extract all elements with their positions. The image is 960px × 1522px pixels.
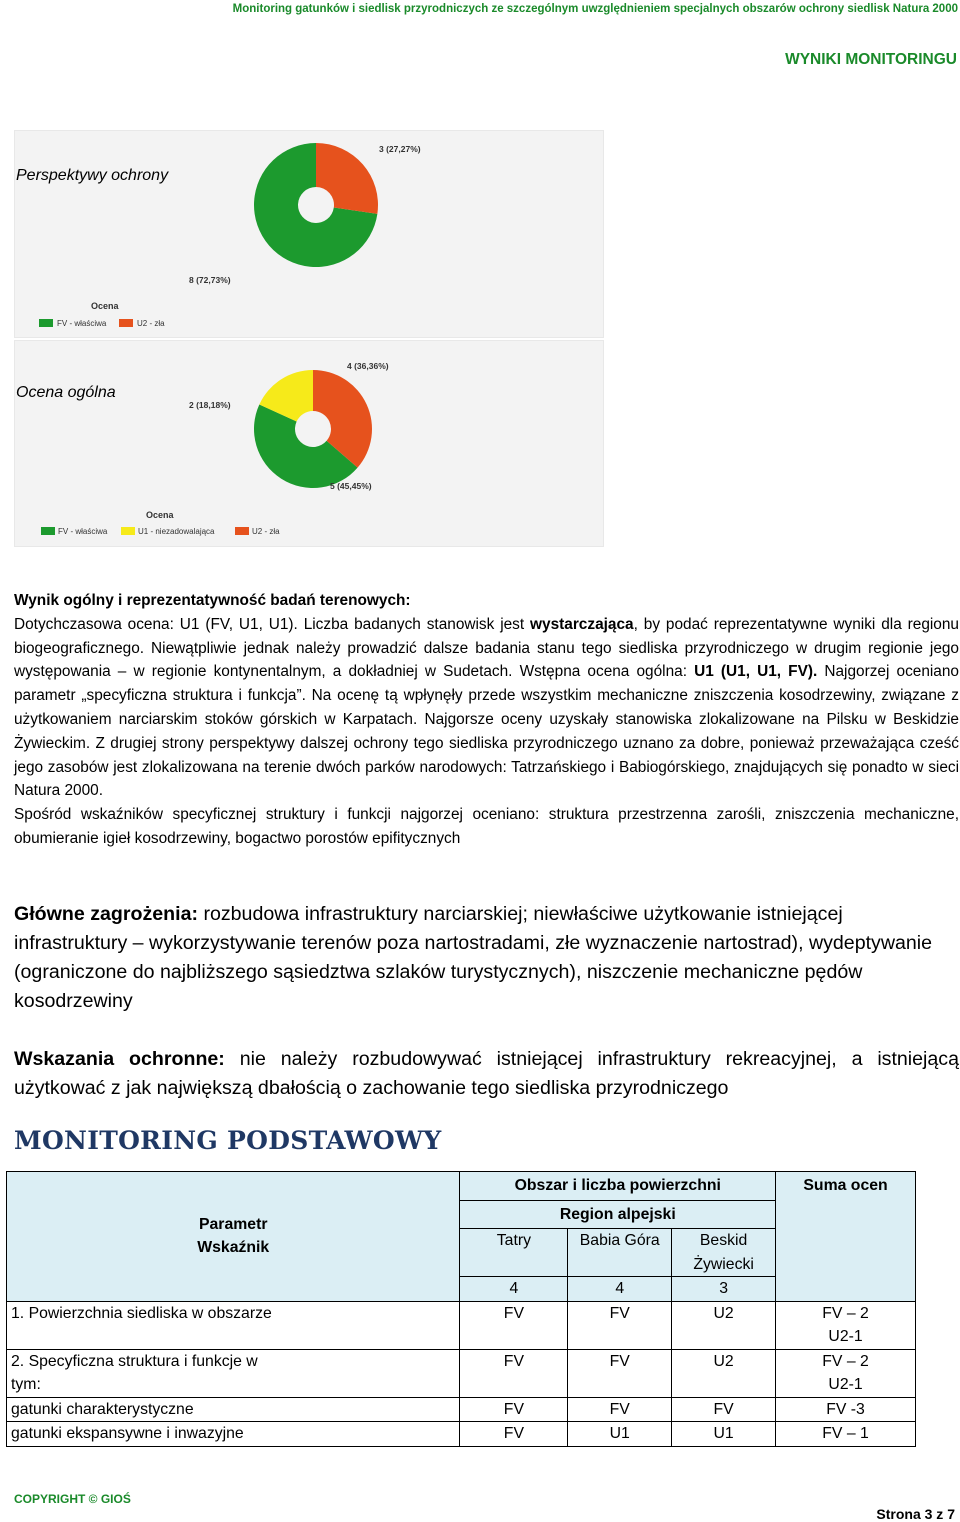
legend-label-u2: U2 - zła	[137, 319, 165, 328]
legend-swatch-u1	[121, 527, 135, 535]
table-row: gatunki charakterystyczne FV FV FV FV -3	[7, 1397, 916, 1422]
table-row: 2. Specyficzna struktura i funkcje w tym: FV FV U2 FV – 2 U2-1	[7, 1349, 916, 1397]
chart-title: Ocena ogólna	[16, 384, 116, 401]
summary-text-1: Dotychczasowa ocena: U1 (FV, U1, U1). Liczba badanych stanowisk jest	[14, 615, 531, 633]
data-label-u2: 3 (27,27%)	[379, 144, 421, 154]
legend-label-u1: U1 - niezadowalająca	[138, 527, 215, 536]
guidance-label: Wskazania ochronne:	[14, 1048, 225, 1070]
summary-indicators: Spośród wskaźników specyficznej struktury i funkcji najgorzej oceniano: struktura przestrzenna zarośli, zniszczenia mechaniczne, obumieranie igieł kosodrzewiny, bogactwo porostów epifitycznych	[14, 806, 959, 847]
header-area: Obszar i liczba powierzchni	[460, 1172, 776, 1201]
header-param-cell	[7, 1172, 460, 1302]
legend-title: Ocena	[91, 301, 119, 311]
threats-text: rozbudowa infrastruktury narciarskiej; niewłaściwe użytkowanie istniejącej infrastruktury – wykorzystywanie terenów poza nartostradami, złe wyznaczenie nartostrad), wydeptywanie (ograniczone do najbliższego sąsiedztwa szlaków turystycznych), niszczenie mechaniczne pędów kosodrzewiny	[14, 903, 933, 1012]
site-beskid-zywiecki: Beskid Żywiecki	[672, 1229, 776, 1277]
threats-label: Główne zagrożenia:	[14, 903, 198, 925]
table-row: gatunki ekspansywne i inwazyjne FV U1 U1 FV – 1	[7, 1422, 916, 1447]
prelim-value: U1 (U1, U1, FV).	[694, 663, 818, 681]
threats-section	[14, 900, 959, 1016]
site-tatry: Tatry	[460, 1229, 568, 1277]
site-babia-gora: Babia Góra	[568, 1229, 672, 1277]
legend-swatch-u2	[235, 527, 249, 535]
summary-section	[14, 589, 959, 851]
header-param: Parametr	[198, 1215, 268, 1233]
pie-chart-perspektywy	[15, 131, 603, 337]
prelim-label: Wstępna ocena ogólna:	[519, 663, 695, 681]
pie-chart-ocena-ogolna	[15, 341, 603, 546]
data-label-u2: 4 (36,36%)	[347, 361, 389, 371]
summary-text-3: Najgorzej oceniano parametr „specyficzna struktura i funkcja”. Na ocenę tą wpłynęły przede wszystkim mechaniczne zniszczenia kosodrzewiny, związane z użytkowaniem narciarskim stoków górskich w Karpatach. Najgorsze oceny uzyskały stanowiska zlokalizowane na Pilsku w Beskidzie Żywieckim. Z drugiej strony perspektywy dalszej ochrony tego siedliska przyrodniczego uznano za dobre, ponieważ przeważająca cześć jego zasobów jest zlokalizowana na terenie dwóch parków narodowych: Tatrzańskiego i Babiogórskiego, znajdujących się ponadto w sieci Natura 2000.	[14, 663, 959, 800]
chart-panel-perspektywy	[14, 130, 604, 338]
summary-heading: Wynik ogólny i reprezentatywność badań terenowych:	[14, 592, 411, 609]
monitoring-title: MONITORING PODSTAWOWY	[14, 1126, 442, 1155]
header-region: Region alpejski	[460, 1200, 776, 1229]
data-label-u1: 2 (18,18%)	[189, 400, 231, 410]
legend-swatch-fv	[41, 527, 55, 535]
guidance-section	[14, 1045, 959, 1103]
section-title: WYNIKI MONITORINGU	[785, 51, 957, 68]
summary-text-2: , by podać reprezentatywne wyniki dla regionu biogeograficznego. Niewątpliwie jednak należy prowadzić dalsze badania stanu tego siedliska przyrodniczego w drugim regionie jego występowania – w regionie kontynentalnym, a dokładniej w Sudetach.	[14, 615, 959, 681]
pie-slice-u2	[316, 143, 378, 214]
table-row: 1. Powierzchnia siedliska w obszarze FV FV U2 FV – 2 U2-1	[7, 1301, 916, 1349]
footer-page-number: Strona 3 z 7	[876, 1506, 955, 1522]
header-indicator: Wskaźnik	[197, 1239, 270, 1257]
legend-label-fv: FV - właściwa	[57, 319, 107, 328]
legend-swatch-fv	[39, 319, 53, 327]
chart-panel-ocena-ogolna	[14, 340, 604, 547]
count-beskid-zywiecki: 3	[672, 1277, 776, 1302]
count-tatry: 4	[460, 1277, 568, 1302]
chart-title: Perspektywy ochrony	[16, 167, 169, 184]
header-sum: Suma ocen	[776, 1172, 916, 1302]
footer-copyright: COPYRIGHT © GIOŚ	[14, 1492, 131, 1506]
count-babia-gora: 4	[568, 1277, 672, 1302]
summary-bold-adequate: wystarczająca	[530, 615, 634, 633]
document-header-title: Monitoring gatunków i siedlisk przyrodniczych ze szczególnym uwzględnieniem specjalnych obszarów ochrony siedlisk Natura 2000	[232, 3, 958, 15]
data-label-fv: 8 (72,73%)	[189, 275, 231, 285]
legend-label-u2: U2 - zła	[252, 527, 280, 536]
data-label-fv: 5 (45,45%)	[330, 481, 372, 491]
legend-title: Ocena	[146, 510, 174, 520]
legend-label-fv: FV - właściwa	[58, 527, 108, 536]
legend-swatch-u2	[119, 319, 133, 327]
monitoring-table	[6, 1171, 916, 1447]
guidance-text: nie należy rozbudowywać istniejącej infrastruktury rekreacyjnej, a istniejącą użytkować z jak największą dbałością o zachowanie tego siedliska przyrodniczego	[14, 1048, 960, 1099]
